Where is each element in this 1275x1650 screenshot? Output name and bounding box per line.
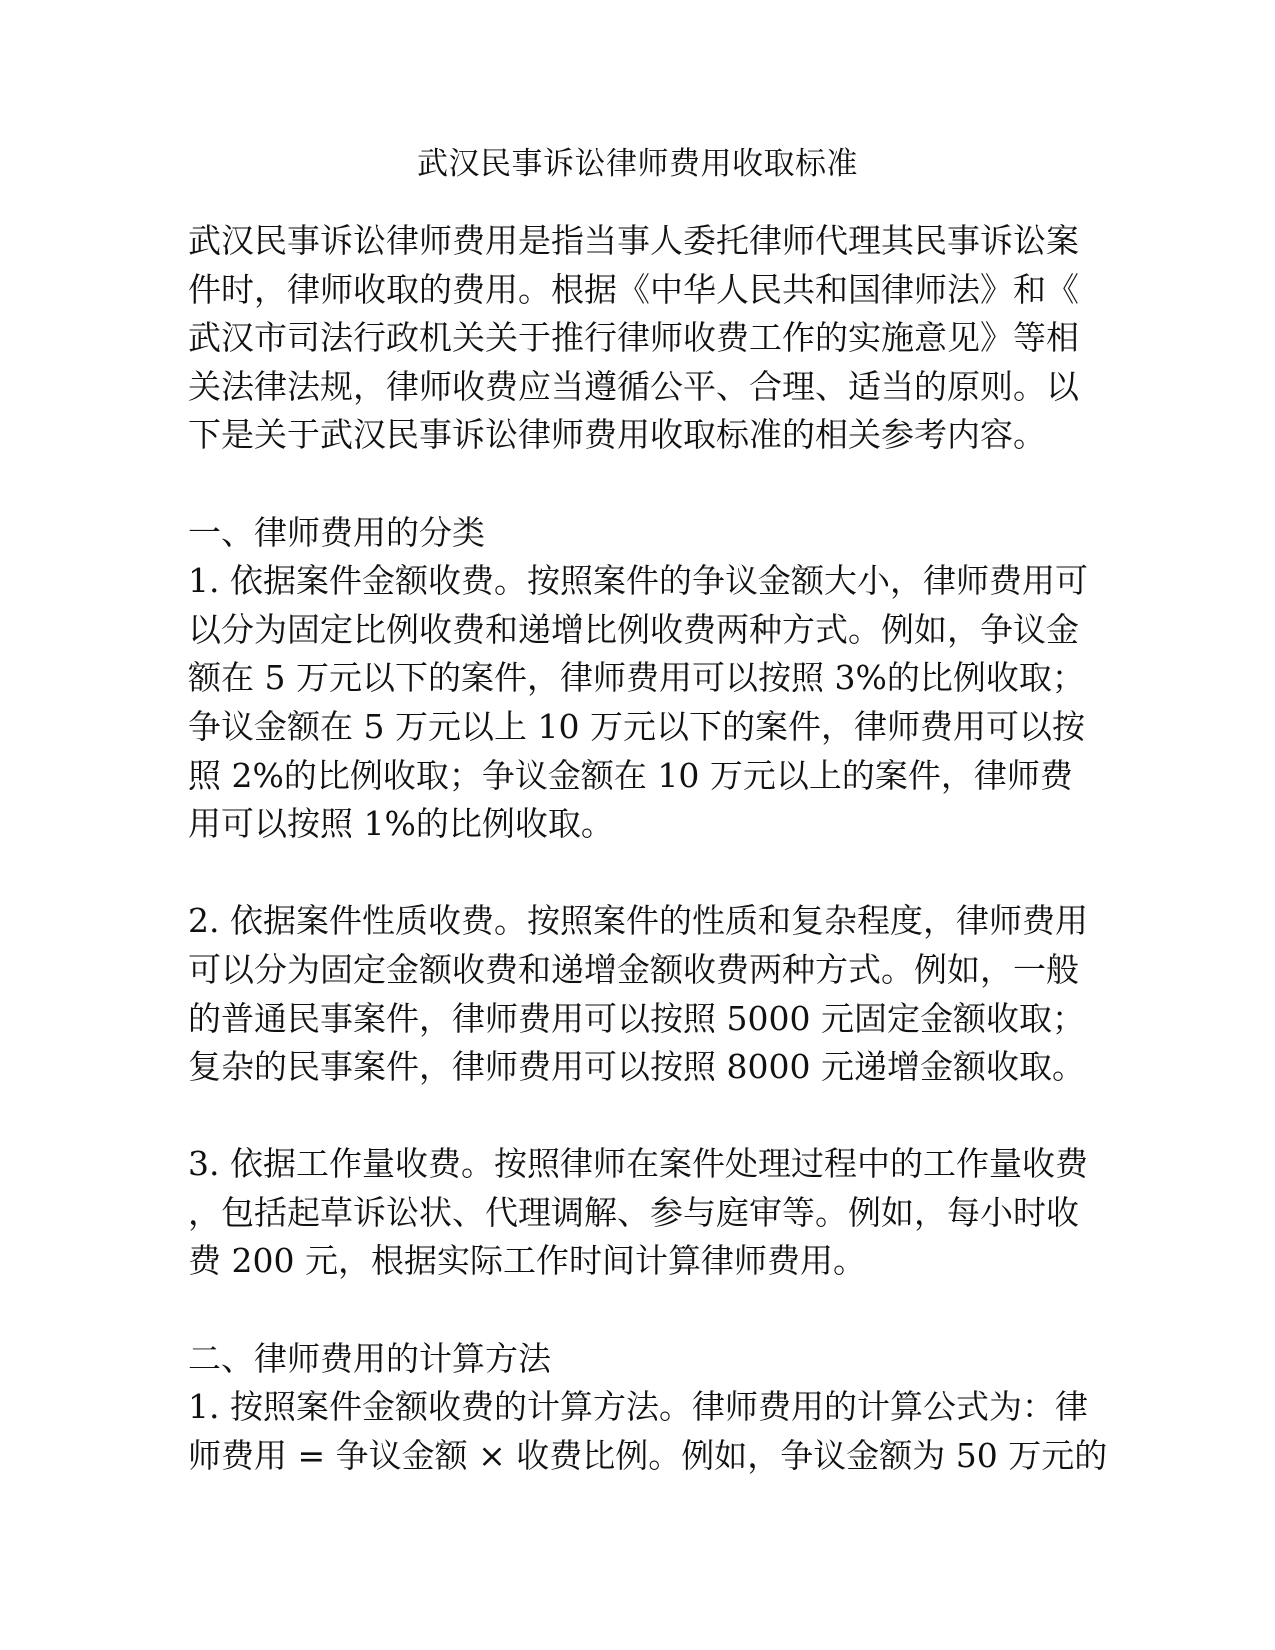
text-line: 武汉民事诉讼律师费用是指当事人委托律师代理其民事诉讼案 bbox=[188, 221, 1079, 260]
text-line: 武汉市司法行政机关关于推行律师收费工作的实施意见》等相 bbox=[188, 318, 1079, 358]
text-line: 2. 依据案件性质收费。按照案件的性质和复杂程度，律师费用 bbox=[188, 901, 1088, 941]
text-line: 师费用 = 争议金额 × 收费比例。例如，争议金额为 50 万元的 bbox=[188, 1435, 1108, 1475]
text-line: 以分为固定比例收费和递增比例收费两种方式。例如，争议金 bbox=[188, 609, 1079, 649]
calculation-item-amount bbox=[188, 1383, 1108, 1480]
text-line: ，包括起草诉讼状、代理调解、参与庭审等。例如，每小时收 bbox=[188, 1192, 1079, 1232]
text-line: 下是关于武汉民事诉讼律师费用收取标准的相关参考内容。 bbox=[188, 415, 1046, 455]
text-line: 可以分为固定金额收费和递增金额收费两种方式。例如，一般 bbox=[188, 949, 1079, 989]
text-line: 用可以按照 1%的比例收取。 bbox=[188, 804, 614, 844]
text-line: 争议金额在 5 万元以上 10 万元以下的案件，律师费用可以按 bbox=[188, 706, 1085, 746]
text-line: 3. 依据工作量收费。按照律师在案件处理过程中的工作量收费 bbox=[188, 1144, 1088, 1184]
text-line: 额在 5 万元以下的案件，律师费用可以按照 3%的比例收取； bbox=[188, 658, 1085, 698]
text-line: 关法律法规，律师收费应当遵循公平、合理、适当的原则。以 bbox=[188, 366, 1079, 406]
section-fee-calculation bbox=[188, 1335, 1108, 1481]
text-line: 1. 依据案件金额收费。按照案件的争议金额大小，律师费用可 bbox=[188, 561, 1088, 601]
text-line: 1. 按照案件金额收费的计算方法。律师费用的计算公式为：律 bbox=[188, 1387, 1088, 1427]
section-fee-categories bbox=[188, 509, 1088, 1287]
paragraph-spacer bbox=[188, 1092, 1088, 1141]
text-line: 的普通民事案件，律师费用可以按照 5000 元固定金额收取； bbox=[188, 998, 1085, 1038]
category-item-nature bbox=[188, 897, 1088, 1091]
paragraph-spacer bbox=[188, 460, 1088, 509]
category-item-workload bbox=[188, 1140, 1088, 1286]
text-line: 费 200 元，根据实际工作时间计算律师费用。 bbox=[188, 1241, 866, 1281]
section-heading: 二、律师费用的计算方法 bbox=[188, 1338, 551, 1378]
category-item-amount bbox=[188, 557, 1088, 849]
paragraph-spacer bbox=[188, 1286, 1088, 1335]
document-title: 武汉民事诉讼律师费用收取标准 bbox=[417, 146, 858, 182]
text-line: 复杂的民事案件，律师费用可以按照 8000 元递增金额收取。 bbox=[188, 1047, 1085, 1087]
section-heading: 一、律师费用的分类 bbox=[188, 512, 485, 552]
paragraph-spacer bbox=[188, 849, 1088, 898]
text-line: 件时，律师收取的费用。根据《中华人民共和国律师法》和《 bbox=[188, 269, 1079, 309]
document-body bbox=[188, 217, 1108, 1480]
intro-paragraph bbox=[188, 217, 1088, 460]
text-line: 照 2%的比例收取；争议金额在 10 万元以上的案件，律师费 bbox=[188, 755, 1073, 795]
